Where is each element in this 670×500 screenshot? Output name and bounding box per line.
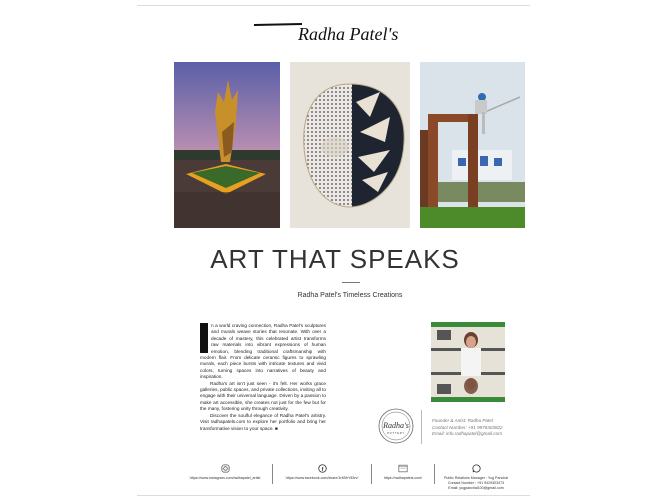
instagram-icon <box>221 464 230 473</box>
footer-whatsapp[interactable] <box>436 464 516 491</box>
footer-divider-2 <box>371 464 372 484</box>
whatsapp-icon <box>472 464 481 473</box>
gallery-photo-flame-sculpture <box>174 62 280 228</box>
footer-instagram[interactable] <box>175 464 275 481</box>
contact-block <box>432 418 503 438</box>
website-icon <box>398 464 408 473</box>
page-headline: ART THAT SPEAKS <box>210 244 460 274</box>
instagram-link[interactable]: https://www.instagram.com/radhapatel_artist <box>189 476 261 480</box>
gallery-photo-ceramic-mask <box>290 62 410 228</box>
svg-text:POTTERY: POTTERY <box>387 432 405 435</box>
footer-facebook[interactable] <box>274 464 370 481</box>
artist-portrait <box>431 322 505 402</box>
contact-divider <box>421 410 422 444</box>
dropcap-block <box>200 323 208 353</box>
facebook-icon <box>318 464 327 473</box>
footer-divider-1 <box>272 464 273 484</box>
pr-contact-number: Contact Number : +91 9429303473 <box>447 481 505 485</box>
pr-manager: Public Relations Manager : Yug Panchal <box>443 476 509 480</box>
contact-number: Contact Number: +91 9978303822 <box>432 424 503 430</box>
footer-website[interactable] <box>373 464 433 481</box>
article-body <box>200 323 326 432</box>
bottom-rule <box>137 495 530 496</box>
article-paragraph-2: Radha's art isn't just seen - it's felt. Her works grace galleries, public spaces, and private collections, inviting all to engage with their universal language. Driven by a passion to make art accessible, she creates not just for the few but for the many, fostering unity through creativity. <box>200 380 326 412</box>
headline-divider <box>342 282 360 283</box>
svg-text:Radha Patel's: Radha Patel's <box>298 24 399 44</box>
gallery-photo-fisherman-sculpture <box>420 62 525 228</box>
article-paragraph-3: Discover the soulful elegance of Radha Patel's artistry. Visit radhapatels.com to explore her portfolio and bring her transformative vision to your space. ■ <box>200 412 326 431</box>
facebook-link[interactable]: https://www.facebook.com/share/1r8ShY83rv/ <box>285 476 359 480</box>
contact-email[interactable]: Email: info.radhapatel@gmail.com <box>432 431 503 437</box>
pr-email[interactable]: Email: yugpanchal100@gmail.com <box>448 486 504 490</box>
top-rule <box>137 5 530 6</box>
svg-text:Radha's: Radha's <box>383 421 409 430</box>
website-link[interactable]: https://radhapatels.com/ <box>383 476 423 480</box>
svg-text:f: f <box>321 466 323 473</box>
footer-divider-3 <box>434 464 435 484</box>
founder-line: Founder & Artist: Radha Patel <box>432 418 493 423</box>
article-paragraph-1: n a world craving connection, Radha Patel's sculptures and murals weave stories that resonate. With over a decade of mastery, this celebrated artist transforms raw materials into vibrant expressions of human emotion, blending traditional craftsmanship with modern flair. From delicate ceramic figures to sprawling murals, each piece bursts with intricate textures and vivid colors, turning spaces into narratives of beauty and inspiration. <box>200 323 326 380</box>
brand-logo <box>0 18 670 51</box>
radhas-pottery-seal-logo <box>377 407 415 445</box>
page-subtitle: Radha Patel's Timeless Creations <box>297 292 403 299</box>
